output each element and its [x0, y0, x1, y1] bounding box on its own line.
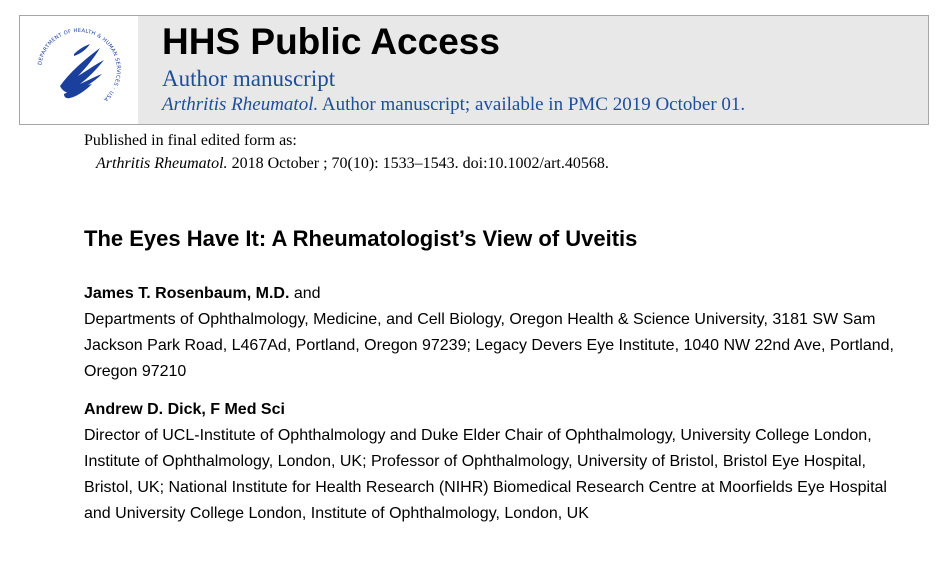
citation-details: 2018 October ; 70(10): 1533–1543. doi:10.1002/art.40568. [227, 155, 609, 172]
banner-title: HHS Public Access [162, 21, 500, 62]
author-affiliation: Departments of Ophthalmology, Medicine, and Cell Biology, Oregon Health & Science University, 3181 SW Sam Jackson Park Road, L467Ad, Portland, Oregon 97239; Legacy Devers Eye Institute, 1040 NW 22nd Ave, Portland, Oregon 97210 [84, 311, 894, 380]
publication-citation [96, 154, 609, 174]
published-label: Published in final edited form as: [84, 132, 297, 149]
author-name: James T. Rosenbaum, M.D. [84, 285, 290, 302]
author-block [84, 397, 899, 527]
hhs-eagle-seal-icon [34, 24, 124, 116]
seal-container [20, 16, 138, 124]
author-block [84, 281, 899, 385]
banner-availability-text: Author manuscript; available in PMC 2019 October 01. [318, 94, 746, 115]
svg-text:DEPARTMENT OF HEALTH & HUMAN S: DEPARTMENT OF HEALTH & HUMAN SERVICES · USA [37, 27, 122, 103]
banner-journal: Arthritis Rheumatol. [162, 94, 319, 115]
hhs-public-access-banner [19, 15, 929, 125]
banner-availability [162, 94, 745, 116]
article-title: The Eyes Have It: A Rheumatologist’s View of Uveitis [84, 226, 638, 251]
author-affiliation: Director of UCL-Institute of Ophthalmology and Duke Elder Chair of Ophthalmology, University College London, Institute of Ophthalmology, London, UK; Professor of Ophthalmology, University of Bristol, Bristol Eye Hospital, Bristol, UK; National Institute for Health Research (NIHR) Biomedical Research Centre at Moorfields Eye Hospital and University College London, Institute of Ophthalmology, London, UK [84, 427, 887, 522]
author-suffix: and [289, 285, 321, 302]
author-name: Andrew D. Dick, F Med Sci [84, 401, 285, 418]
citation-journal: Arthritis Rheumatol. [96, 155, 228, 172]
banner-subtitle: Author manuscript [162, 66, 336, 91]
